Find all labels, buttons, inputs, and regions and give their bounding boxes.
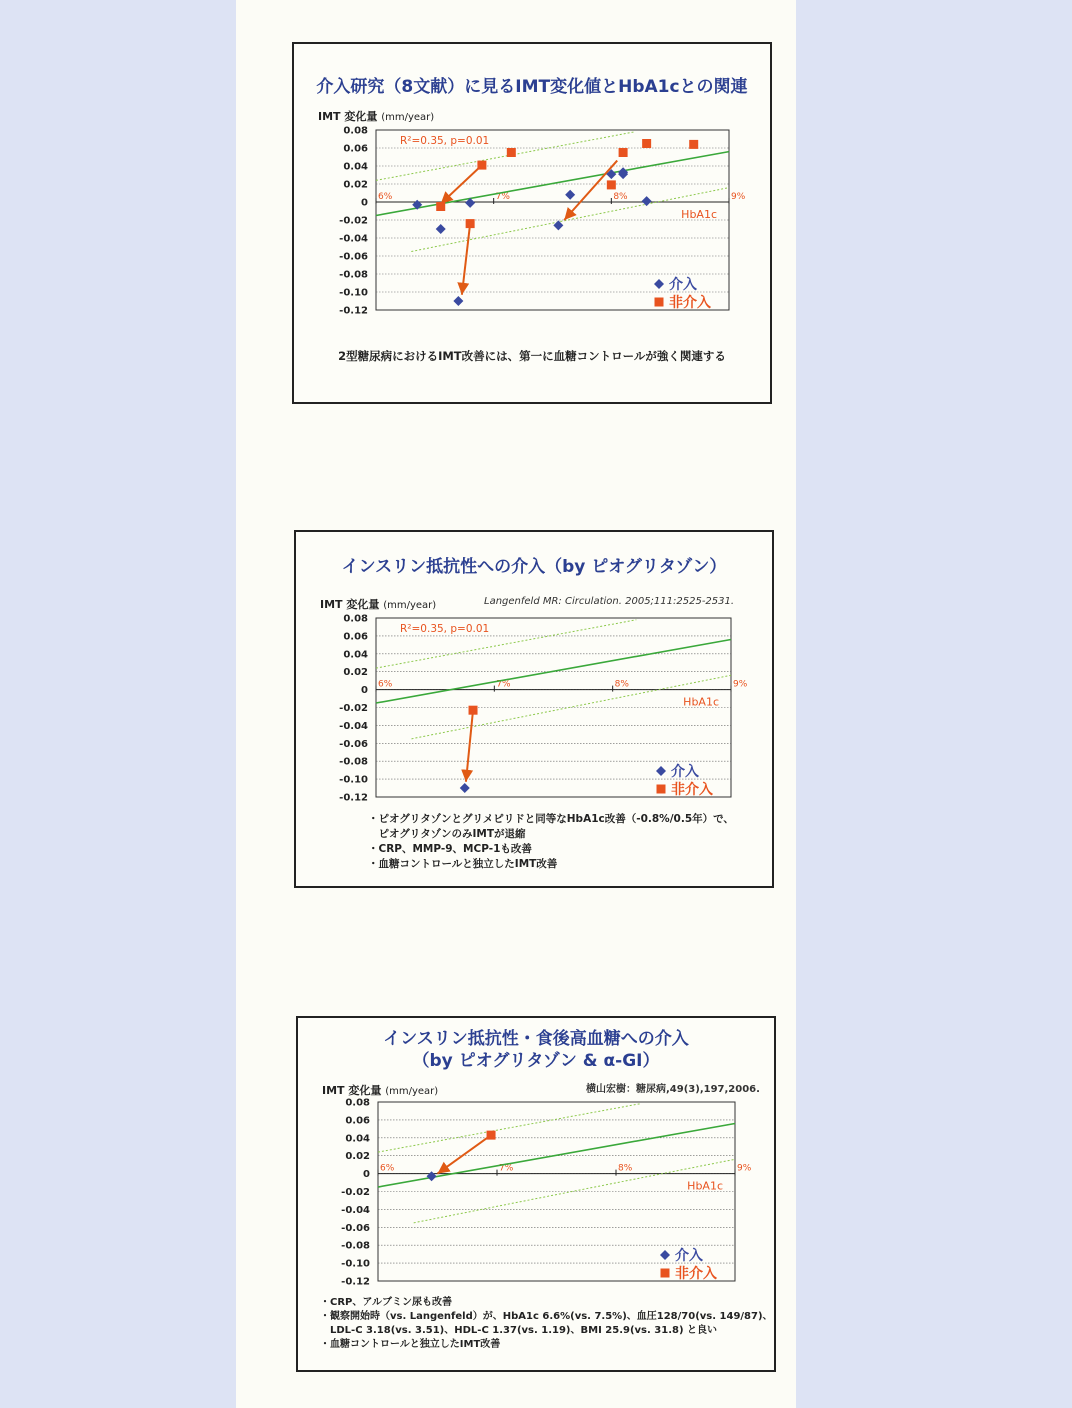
legend-non-intervention-marker	[657, 785, 666, 794]
slide-subtitle: （by ピオグリタゾン & α-GI）	[412, 1051, 660, 1071]
slide-title: インスリン抵抗性・食後高血糖への介入	[383, 1029, 689, 1049]
r2-annotation: R²=0.35, p=0.01	[400, 623, 490, 635]
y-tick-label: 0.06	[343, 143, 368, 155]
legend-non-intervention-marker	[655, 298, 664, 307]
citation: 横山宏樹：糖尿病,49(3),197,2006.	[586, 1084, 760, 1095]
x-axis-label: HbA1c	[681, 208, 717, 221]
point-non-intervention	[642, 139, 651, 148]
x-tick-label: 7%	[496, 679, 511, 690]
point-intervention	[460, 783, 470, 793]
y-tick-label: -0.12	[341, 1276, 370, 1288]
y-tick-label: -0.04	[339, 720, 368, 732]
change-arrow	[462, 224, 470, 295]
y-tick-label: 0.06	[343, 631, 368, 643]
y-tick-label: 0.08	[343, 613, 368, 625]
y-tick-label: 0.08	[343, 125, 368, 137]
y-tick-label: 0.08	[345, 1097, 370, 1109]
y-tick-label: 0	[361, 685, 368, 697]
y-tick-label: 0.04	[343, 161, 368, 173]
x-tick-label: 6%	[378, 679, 393, 690]
legend-non-intervention-label: 非介入	[669, 295, 711, 311]
note-line: ・CRP、アルブミン尿も改善	[320, 1297, 452, 1308]
slide-title: 介入研究（8文献）に見るIMT変化値とHbA1cとの関連	[316, 77, 748, 97]
y-axis-unit: (mm/year)	[381, 112, 435, 123]
y-tick-label: -0.06	[339, 738, 368, 750]
point-non-intervention	[477, 161, 486, 170]
note-line: LDL-C 3.18(vs. 3.51)、HDL-C 1.37(vs. 1.19)、BMI 25.9(vs. 31.8) と良い	[320, 1325, 717, 1336]
y-tick-label: -0.02	[341, 1187, 370, 1198]
notes	[320, 1296, 773, 1352]
slide-1	[292, 42, 772, 404]
y-axis-label-text: IMT 変化量	[322, 1084, 382, 1097]
y-tick-label: -0.04	[341, 1204, 370, 1216]
point-intervention	[565, 190, 575, 200]
y-tick-label: -0.08	[341, 1240, 370, 1252]
y-tick-label: -0.02	[339, 215, 368, 227]
y-tick-label: -0.02	[339, 703, 368, 714]
regression-line	[376, 152, 729, 216]
point-non-intervention	[607, 180, 616, 189]
y-tick-label: -0.10	[339, 774, 368, 786]
point-intervention	[618, 167, 628, 177]
y-axis-unit: (mm/year)	[383, 600, 437, 611]
note-line: ・血糖コントロールと独立したIMT改善	[320, 1339, 501, 1350]
x-tick-label: 6%	[380, 1163, 395, 1174]
y-axis-label-text: IMT 変化量	[318, 110, 378, 123]
legend-intervention-label: 介入	[669, 277, 697, 293]
x-tick-label: 8%	[614, 679, 629, 690]
slide-title: インスリン抵抗性への介入（by ピオグリタゾン）	[341, 557, 727, 577]
y-tick-label: 0.02	[345, 1151, 370, 1163]
legend-intervention-label: 介入	[671, 764, 699, 780]
y-tick-label: -0.06	[341, 1222, 370, 1234]
conclusion-text: 2型糖尿病におけるIMT改善には、第一に血糖コントロールが強く関連する	[338, 349, 726, 363]
x-axis-label: HbA1c	[683, 695, 719, 709]
r2-annotation: R²=0.35, p=0.01	[400, 135, 490, 147]
legend-intervention-label: 介入	[675, 1248, 703, 1264]
y-tick-label: -0.12	[339, 792, 368, 804]
y-tick-label: -0.08	[339, 269, 368, 281]
note-line: ・ピオグリタゾンとグリメピリドと同等なHbA1c改善（-0.8%/0.5年）で、	[368, 813, 734, 825]
ci-upper-line	[378, 1104, 640, 1152]
y-axis-unit: (mm/year)	[385, 1086, 439, 1097]
slide-3	[296, 1016, 776, 1372]
x-tick-label: 6%	[378, 192, 393, 202]
y-tick-label: 0.02	[343, 667, 368, 679]
slide-2	[294, 530, 774, 888]
y-tick-label: 0.04	[343, 649, 368, 661]
legend-intervention-marker	[660, 1250, 670, 1260]
y-tick-label: 0	[363, 1169, 370, 1181]
legend-intervention-marker	[656, 766, 666, 776]
y-tick-label: 0	[361, 197, 368, 209]
point-intervention	[427, 1171, 437, 1181]
legend-non-intervention-marker	[661, 1269, 670, 1278]
y-tick-label: 0.06	[345, 1115, 370, 1127]
x-tick-label: 7%	[499, 1163, 514, 1174]
point-non-intervention	[436, 202, 445, 211]
note-line: ピオグリタゾンのみIMTが退縮	[368, 828, 526, 840]
note-line: ・観察開始時（vs. Langenfeld）が、HbA1c 6.6%(vs. 7.5%)、血圧128/70(vs. 149/87)、	[320, 1311, 773, 1322]
point-intervention	[436, 224, 446, 234]
legend-intervention-marker	[654, 279, 664, 289]
y-tick-label: -0.10	[341, 1258, 370, 1270]
notes	[368, 812, 734, 872]
note-line: ・CRP、MMP-9、MCP-1も改善	[368, 843, 532, 855]
x-tick-label: 9%	[733, 679, 748, 690]
x-tick-label: 9%	[737, 1163, 752, 1174]
y-tick-label: 0.02	[343, 179, 368, 191]
x-axis-label: HbA1c	[687, 1179, 723, 1193]
point-intervention	[453, 296, 463, 306]
x-tick-label: 7%	[495, 192, 510, 202]
change-arrow	[466, 710, 473, 782]
citation: Langenfeld MR: Circulation. 2005;111:2525-2531.	[484, 596, 735, 607]
point-non-intervention	[469, 706, 478, 715]
note-line: ・血糖コントロールと独立したIMT改善	[368, 858, 558, 870]
point-non-intervention	[466, 219, 475, 228]
regression-line	[376, 639, 731, 703]
y-tick-label: -0.12	[339, 305, 368, 317]
point-non-intervention	[507, 148, 516, 157]
point-non-intervention	[487, 1131, 496, 1140]
x-tick-label: 8%	[613, 192, 628, 202]
y-tick-label: -0.04	[339, 233, 368, 245]
legend-non-intervention-label: 非介入	[675, 1266, 717, 1282]
point-non-intervention	[689, 140, 698, 149]
point-intervention	[553, 220, 563, 230]
point-non-intervention	[619, 148, 628, 157]
y-axis-label-text: IMT 変化量	[320, 598, 380, 611]
change-arrow	[564, 161, 617, 220]
y-tick-label: -0.08	[339, 756, 368, 768]
y-tick-label: -0.10	[339, 287, 368, 299]
y-tick-label: -0.06	[339, 251, 368, 263]
x-tick-label: 9%	[731, 192, 746, 202]
y-tick-label: 0.04	[345, 1133, 370, 1145]
legend-non-intervention-label: 非介入	[671, 782, 713, 798]
x-tick-label: 8%	[618, 1163, 633, 1174]
